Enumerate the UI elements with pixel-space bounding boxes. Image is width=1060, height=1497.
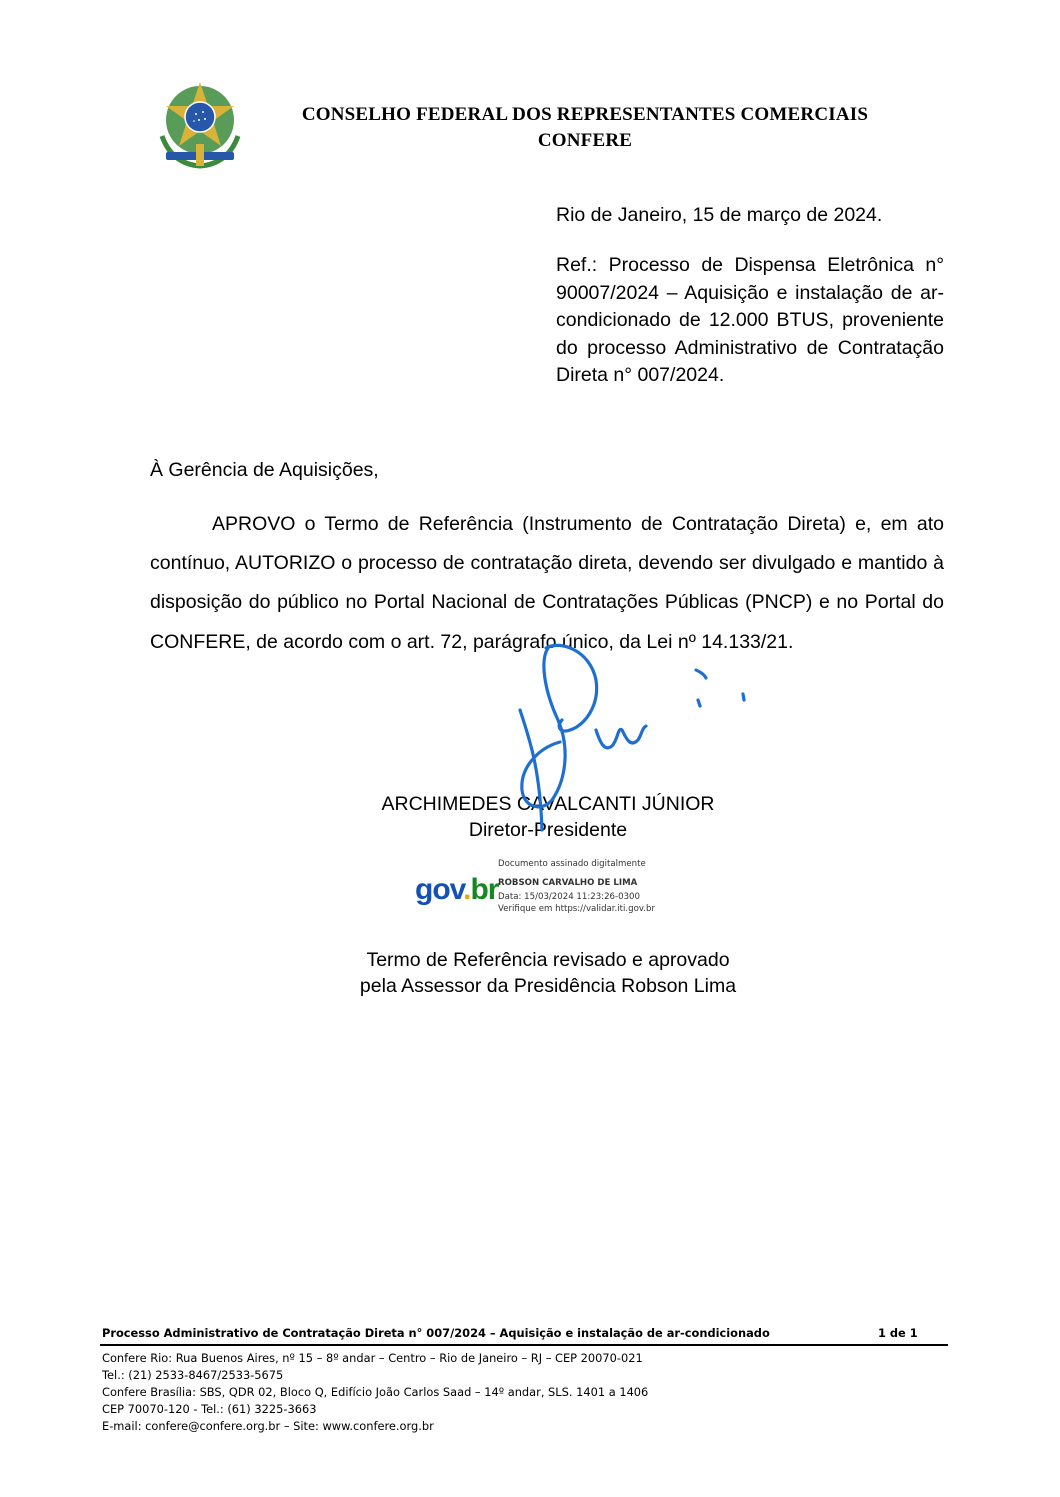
footer-page-number: 1 de 1: [878, 1326, 918, 1340]
govbr-verify: Verifique em https://validar.iti.gov.br: [498, 904, 655, 914]
organization-abbreviation: CONFERE: [537, 130, 633, 151]
footer-process-title: Processo Administrativo de Contratação Direta n° 007/2024 – Aquisição e instalação de ar-condicionado: [102, 1326, 770, 1340]
footer-address-line: CEP 70070-120 - Tel.: (61) 3225-3663: [102, 1402, 317, 1416]
letter-body: APROVO o Termo de Referência (Instrumento de Contratação Direta) e, em ato contínuo, AUTORIZO o processo de contratação direta, devendo ser divulgado e mantido à disposição do público no Portal Nacional de Contratações Públicas (PNCP) e no Portal do CONFERE, de acordo com o art. 72, parágrafo único, da Lei nº 14.133/21.: [150, 513, 944, 653]
signer-name: ARCHIMEDES CAVALCANTI JÚNIOR: [381, 793, 715, 815]
footer-divider: [100, 1344, 948, 1346]
letter-salutation: À Gerência de Aquisições,: [150, 459, 379, 481]
footer-address-line: Tel.: (21) 2533-8467/2533-5675: [102, 1368, 284, 1382]
govbr-digital-signature: [415, 855, 685, 917]
organization-name: CONSELHO FEDERAL DOS REPRESENTANTES COMERCIAIS: [301, 104, 869, 125]
letter-reference: Ref.: Processo de Dispensa Eletrônica n° 90007/2024 – Aquisição e instalação de ar-condicionado de 12.000 BTUS, proveniente do processo Administrativo de Contratação Direta n° 007/2024.: [556, 254, 944, 386]
govbr-date: Data: 15/03/2024 11:23:26-0300: [498, 892, 640, 902]
signer-role: Diretor-Presidente: [468, 819, 628, 841]
footer-address-line: E-mail: confere@confere.org.br – Site: www.confere.org.br: [102, 1419, 434, 1433]
approval-note-line2: pela Assessor da Presidência Robson Lima: [359, 975, 737, 997]
handwritten-signature: [500, 630, 760, 840]
govbr-signed-label: Documento assinado digitalmente: [498, 859, 646, 869]
footer-address-line: Confere Brasília: SBS, QDR 02, Bloco Q, Edifício João Carlos Saad – 14º andar, SLS. 1401 a 1406: [102, 1385, 649, 1399]
govbr-signer: ROBSON CARVALHO DE LIMA: [498, 878, 638, 888]
govbr-logo: gov.br: [415, 873, 499, 906]
letter-date: Rio de Janeiro, 15 de março de 2024.: [556, 204, 883, 226]
coat-of-arms-emblem: [152, 76, 248, 172]
footer-address-line: Confere Rio: Rua Buenos Aires, nº 15 – 8º andar – Centro – Rio de Janeiro – RJ – CEP 20070-021: [102, 1351, 643, 1365]
approval-note-line1: Termo de Referência revisado e aprovado: [366, 949, 730, 971]
